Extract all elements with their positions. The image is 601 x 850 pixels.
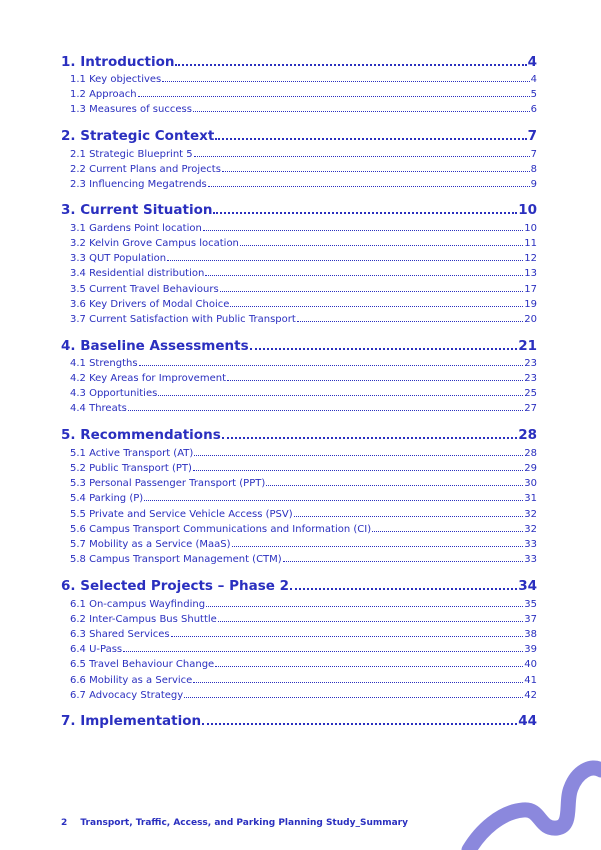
dot-leader [162,81,529,82]
toc-title: 1.3 Measures of success [70,104,192,115]
page-footer [61,818,408,828]
toc-page-number: 38 [524,629,537,640]
dot-leader [290,588,517,590]
toc-subsection[interactable] [61,164,537,175]
toc-page-number: 39 [524,644,537,655]
toc-subsection[interactable] [61,509,537,520]
toc-subsection[interactable] [61,89,537,100]
dot-leader [184,697,523,698]
toc-subsection[interactable] [61,524,537,535]
toc-title: 3. Current Situation [61,202,213,218]
toc-section[interactable] [61,338,537,354]
dot-leader [297,321,523,322]
dot-leader [138,96,530,97]
toc-page-number: 32 [524,524,537,535]
toc-page-number: 40 [524,659,537,670]
toc-subsection[interactable] [61,149,537,160]
toc-subsection[interactable] [61,358,537,369]
toc-title: 4.1 Strengths [70,358,138,369]
toc-title: 1.2 Approach [70,89,137,100]
dot-leader [139,365,524,366]
toc-title: 6.6 Mobility as a Service [70,675,193,686]
toc-title: 6.7 Advocacy Strategy [70,690,184,701]
dot-leader [227,380,523,381]
page-number: 2 [61,818,68,828]
dot-leader [193,470,523,471]
toc-title: 3.4 Residential distribution [70,268,205,279]
toc-page-number: 9 [530,179,537,190]
toc-page-number: 42 [524,690,537,701]
dot-leader [215,666,523,667]
toc-title: 5.1 Active Transport (AT) [70,448,194,459]
dot-leader [222,437,517,439]
toc-title: 5.5 Private and Service Vehicle Access (PSV) [70,509,293,520]
toc-title: 5.3 Personal Passenger Transport (PPT) [70,478,266,489]
toc-page-number: 10 [524,223,537,234]
dot-leader [123,651,523,652]
toc-page-number: 5 [530,89,537,100]
dot-leader [232,546,524,547]
dot-leader [218,621,523,622]
dot-leader [222,171,530,172]
toc-title: 5. Recommendations [61,427,221,443]
toc-subsection[interactable] [61,74,537,85]
dot-leader [240,245,523,246]
toc-page-number: 6 [530,104,537,115]
toc-title: 5.7 Mobility as a Service (MaaS) [70,539,231,550]
toc-title: 1. Introduction [61,54,175,70]
dot-leader [202,723,517,725]
dot-leader [128,410,523,411]
toc-title: 3.7 Current Satisfaction with Public Transport [70,314,296,325]
toc-page-number: 34 [518,578,537,594]
toc-section[interactable] [61,128,537,144]
toc-subsection[interactable] [61,463,537,474]
toc-subsection[interactable] [61,448,537,459]
toc-subsection[interactable] [61,614,537,625]
dot-leader [158,395,523,396]
toc-page-number: 7 [527,128,537,144]
toc-title: 5.6 Campus Transport Communications and Information (CI) [70,524,372,535]
toc-subsection[interactable] [61,554,537,565]
toc-page-number: 19 [524,299,537,310]
toc-page-number: 44 [518,713,537,729]
document-title: Transport, Traffic, Access, and Parking Planning Study_Summary [80,818,408,828]
dot-leader [230,306,523,307]
toc-page-number: 4 [530,74,537,85]
toc-page-number: 28 [518,427,537,443]
toc-title: 2.3 Influencing Megatrends [70,179,207,190]
dot-leader [220,291,524,292]
toc-section[interactable] [61,578,537,594]
toc-title: 3.6 Key Drivers of Modal Choice [70,299,230,310]
toc-page-number: 10 [518,202,537,218]
toc-page-number: 25 [524,388,537,399]
toc-subsection[interactable] [61,299,537,310]
toc-page-number: 27 [524,403,537,414]
dot-leader [175,64,526,66]
toc-section[interactable] [61,202,537,218]
dot-leader [206,606,523,607]
toc-subsection[interactable] [61,599,537,610]
toc-page-number: 32 [524,509,537,520]
toc-title: 1.1 Key objectives [70,74,162,85]
dot-leader [205,275,523,276]
toc-subsection[interactable] [61,223,537,234]
toc-page-number: 28 [524,448,537,459]
toc-title: 6.1 On-campus Wayfinding [70,599,206,610]
toc-page-number: 30 [524,478,537,489]
toc-page-number: 33 [524,554,537,565]
toc-subsection[interactable] [61,644,537,655]
toc-title: 6.4 U-Pass [70,644,123,655]
dot-leader [193,111,530,112]
toc-page-number: 11 [524,238,537,249]
toc-subsection[interactable] [61,690,537,701]
toc-title: 5.4 Parking (P) [70,493,144,504]
dot-leader [213,212,517,214]
toc-page-number: 37 [524,614,537,625]
dot-leader [194,455,523,456]
toc-title: 4.4 Threats [70,403,127,414]
toc-page-number: 31 [524,493,537,504]
toc-page-number: 41 [524,675,537,686]
toc-section[interactable] [61,54,537,70]
toc-title: 3.3 QUT Population [70,253,167,264]
toc-page-number: 35 [524,599,537,610]
toc-subsection[interactable] [61,675,537,686]
toc-subsection[interactable] [61,314,537,325]
toc-subsection[interactable] [61,629,537,640]
toc-title: 4. Baseline Assessments [61,338,249,354]
dot-leader [283,561,524,562]
dot-leader [203,230,523,231]
toc-subsection[interactable] [61,478,537,489]
toc-title: 5.8 Campus Transport Management (CTM) [70,554,282,565]
decorative-swirl [461,750,601,850]
toc-title: 2.1 Strategic Blueprint 5 [70,149,193,160]
toc-title: 7. Implementation [61,713,202,729]
toc-subsection[interactable] [61,493,537,504]
toc-title: 4.3 Opportunities [70,388,158,399]
toc-title: 3.2 Kelvin Grove Campus location [70,238,239,249]
toc-page-number: 23 [524,358,537,369]
toc-page-number: 20 [524,314,537,325]
toc-title: 3.1 Gardens Point location [70,223,202,234]
toc-page-number: 21 [518,338,537,354]
dot-leader [193,682,523,683]
toc-page-number: 13 [524,268,537,279]
toc-subsection[interactable] [61,373,537,384]
toc-subsection[interactable] [61,253,537,264]
toc-page-number: 33 [524,539,537,550]
dot-leader [294,516,524,517]
toc-title: 4.2 Key Areas for Improvement [70,373,226,384]
toc-subsection[interactable] [61,403,537,414]
toc-page-number: 23 [524,373,537,384]
toc-subsection[interactable] [61,539,537,550]
toc-section[interactable] [61,427,537,443]
dot-leader [266,485,523,486]
toc-page-number: 4 [527,54,537,70]
toc-subsection[interactable] [61,268,537,279]
dot-leader [208,186,530,187]
dot-leader [144,500,523,501]
toc-title: 6.3 Shared Services [70,629,170,640]
toc-page-number: 29 [524,463,537,474]
toc-title: 5.2 Public Transport (PT) [70,463,192,474]
toc-page-number: 17 [524,284,537,295]
toc-title: 2. Strategic Context [61,128,215,144]
dot-leader [250,348,518,350]
toc-title: 6.2 Inter-Campus Bus Shuttle [70,614,217,625]
dot-leader [167,260,523,261]
toc-page-number: 7 [530,149,537,160]
toc-subsection[interactable] [61,388,537,399]
dot-leader [372,531,523,532]
toc-page-number: 8 [530,164,537,175]
toc-subsection[interactable] [61,179,537,190]
toc-subsection[interactable] [61,659,537,670]
toc-subsection[interactable] [61,238,537,249]
toc-subsection[interactable] [61,284,537,295]
toc-title: 6.5 Travel Behaviour Change [70,659,215,670]
toc-page-number: 12 [524,253,537,264]
dot-leader [171,636,524,637]
toc-subsection[interactable] [61,104,537,115]
dot-leader [194,156,530,157]
toc-title: 3.5 Current Travel Behaviours [70,284,219,295]
toc-title: 2.2 Current Plans and Projects [70,164,221,175]
toc-title: 6. Selected Projects – Phase 2 [61,578,290,594]
dot-leader [215,138,526,140]
toc-section[interactable] [61,713,537,729]
